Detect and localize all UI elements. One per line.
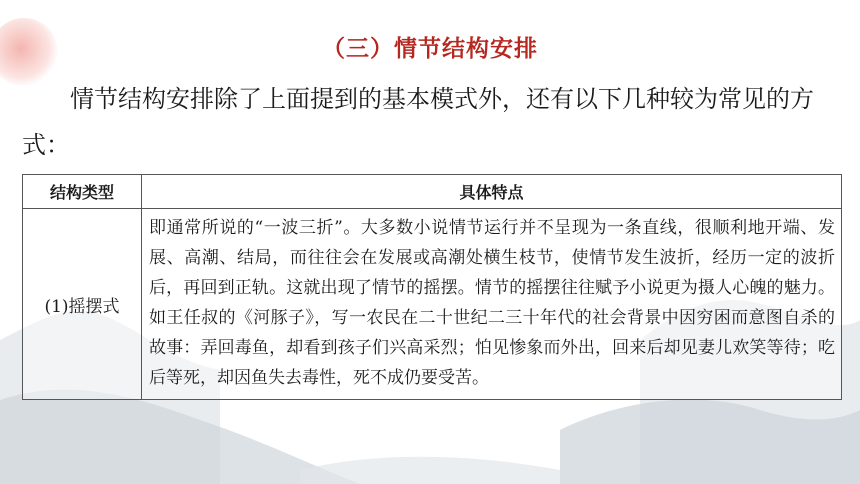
row-structure-type: (1)摇摆式 <box>23 209 142 400</box>
structure-table <box>22 174 842 400</box>
header-features: 具体特点 <box>142 175 842 209</box>
intro-paragraph: 情节结构安排除了上面提到的基本模式外，还有以下几种较为常见的方式： <box>22 85 814 159</box>
table-header-row <box>23 175 842 209</box>
header-structure-type: 结构类型 <box>23 175 142 209</box>
row-description: 即通常所说的“一波三折”。大多数小说情节运行并不呈现为一条直线，很顺利地开端、发展、高潮、结局，而往往会在发展或高潮处横生枝节，使情节发生波折，经历一定的波折后，再回到正轨。这就出现了情节的摇摆。情节的摇摆往往赋予小说更为摄人心魄的魅力。如王任叔的《河豚子》，写一农民在二十世纪二三十年代的社会背景中因穷困而意图自杀的故事：弄回毒鱼，却看到孩子们兴高采烈；怕见惨象而外出，回来后却见妻儿欢笑等待；吃后等死，却因鱼失去毒性，死不成仍要受苦。 <box>142 209 842 400</box>
page-title: （三）情节结构安排 <box>322 36 538 62</box>
table-row <box>23 209 842 400</box>
